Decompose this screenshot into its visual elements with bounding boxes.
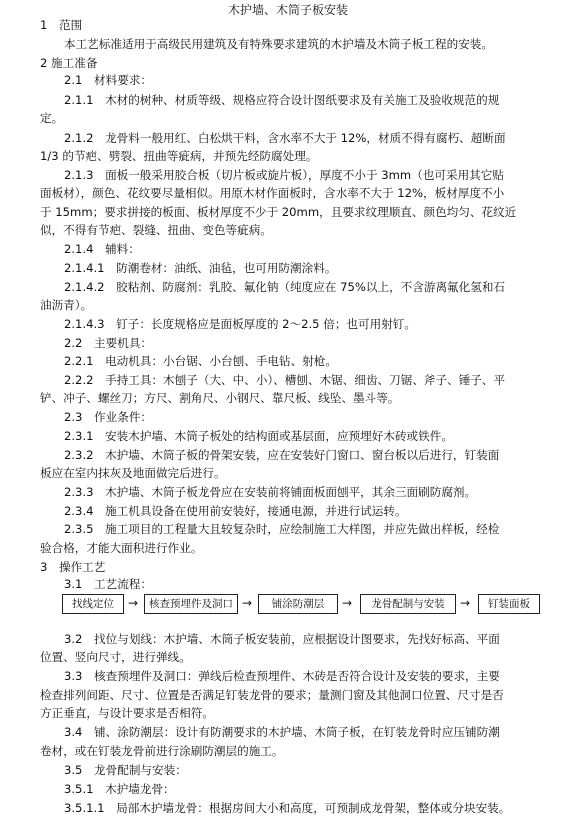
paragraph-line: 2.1.4.2 胶粘剂、防腐剂：乳胶、氟化钠（纯度应在 75%以上，不含游离氟化氢和石 <box>64 280 506 294</box>
paragraph-line: 2.1.1 木材的树种、材质等级、规格应符合设计图纸要求及有关施工及验收规范的规 <box>64 93 500 107</box>
paragraph-line: 2.2.1 电动机具：小台锯、小台刨、手电钻、射枪。 <box>64 354 337 368</box>
subsection-heading: 3.5.1 木护墙龙骨： <box>64 782 175 796</box>
paragraph-line: 于 15mm；要求拼接的板面、板材厚度不少于 20mm，且要求纹理顺直、颜色均匀、花纹近 <box>40 205 517 219</box>
paragraph-line: 2.3.5 施工项目的工程量大且较复杂时，应绘制施工大样图，并应先做出样板，经检 <box>64 522 500 536</box>
paragraph-line: 2.3.4 施工机具设备在使用前安装好，接通电源，并进行试运转。 <box>64 504 407 518</box>
paragraph-line: 面板材），颜色、花纹要尽量相似。用原木材作面板时，含水率不大于 12%，板材厚度不小 <box>40 186 505 200</box>
subsection-heading: 3.5 龙骨配制与安装： <box>64 763 187 777</box>
flow-step-check-embedded: 核查预埋件及洞口 <box>144 594 238 614</box>
paragraph-line: 卷材，或在钉装龙骨前进行涂刷防潮层的施工。 <box>40 744 284 758</box>
flow-arrow-icon: → <box>460 596 471 610</box>
flow-step-keel-install: 龙骨配制与安装 <box>360 594 456 614</box>
paragraph-line: 本工艺标准适用于高级民用建筑及有特殊要求建筑的木护墙及木筒子板工程的安装。 <box>64 37 493 51</box>
subsection-heading: 2.2 主要机具： <box>64 336 153 350</box>
flow-arrow-icon: → <box>128 596 139 610</box>
flow-arrow-icon: → <box>342 596 353 610</box>
paragraph-line: 2.1.2 龙骨料一般用红、白松烘干料，含水率不大于 12%，材质不得有腐朽、超断面 <box>64 131 506 145</box>
paragraph-line: 油沥青）。 <box>40 298 93 312</box>
paragraph-line: 定。 <box>40 111 64 125</box>
section-heading: 3 操作工艺 <box>40 560 106 574</box>
paragraph-line: 验合格，才能大面积进行作业。 <box>40 541 203 555</box>
subsection-heading: 2.1.4 辅料： <box>64 242 140 256</box>
paragraph-line: 板应在室内抹灰及地面做完后进行。 <box>40 466 226 480</box>
paragraph-line: 似，不得有节疤、裂缝、扭曲、变色等疵病。 <box>40 223 272 237</box>
paragraph-line: 2.2.2 手持工具：木刨子（大、中、小）、槽刨、木锯、细齿、刀锯、斧子、锤子、平 <box>64 373 506 387</box>
subsection-heading: 3.1 工艺流程： <box>64 577 153 591</box>
process-flow-diagram <box>62 594 540 616</box>
subsection-heading: 2.3 作业条件： <box>64 410 153 424</box>
paragraph-line: 3.4 铺、涂防潮层：设计有防潮要求的木护墙、木筒子板，在钉装龙骨时应压铺防潮 <box>64 725 500 739</box>
flow-step-locate: 找线定位 <box>62 594 124 614</box>
paragraph-line: 3.5.1.1 局部木护墙龙骨：根据房间大小和高度，可预制成龙骨架，整体或分块安装。 <box>64 801 511 815</box>
flow-step-nail-panel: 钉装面板 <box>478 594 540 614</box>
paragraph-line: 2.1.3 面板一般采用胶合板（切片板或旋片板），厚度不小于 3mm（也可采用其它贴 <box>64 168 504 182</box>
paragraph-line: 2.3.2 木护墙、木筒子板的骨架安装，应在安装好门窗口、窗台板以后进行，钉装面 <box>64 448 500 462</box>
section-heading: 2 施工准备 <box>40 56 98 70</box>
paragraph-line: 2.1.4.1 防潮卷材：油纸、油毡，也可用防潮涂料。 <box>64 261 337 275</box>
paragraph-line: 位置、竖向尺寸，进行弹线。 <box>40 650 191 664</box>
paragraph-line: 3.2 找位与划线：木护墙、木筒子板安装前，应根据设计图要求，先找好标高、平面 <box>64 632 500 646</box>
paragraph-line: 1/3 的节疤、劈裂、扭曲等疵病，并预先经防腐处理。 <box>40 149 318 163</box>
flow-arrow-icon: → <box>242 596 253 610</box>
paragraph-line: 方正垂直，与设计要求是否相符。 <box>40 706 214 720</box>
paragraph-line: 2.1.4.3 钉子：长度规格应是面板厚度的 2～2.5 倍；也可用射钉。 <box>64 317 416 331</box>
flow-step-moisture-layer: 铺涂防潮层 <box>258 594 338 614</box>
subsection-heading: 2.1 材料要求： <box>64 73 153 87</box>
paragraph-line: 2.3.3 木护墙、木筒子板龙骨应在安装前将铺面板面刨平，其余三面刷防腐剂。 <box>64 485 477 499</box>
paragraph-line: 2.3.1 安装木护墙、木筒子板处的结构面或基层面，应预埋好木砖或铁件。 <box>64 429 453 443</box>
paragraph-line: 检查排列间距、尺寸、位置是否满足钉装龙骨的要求；量测门窗及其他洞口位置、尺寸是否 <box>40 688 504 702</box>
document-title: 木护墙、木筒子板安装 <box>227 3 348 17</box>
paragraph-line: 铲、冲子、螺丝刀；方尺、割角尺、小钢尺、靠尺板、线坠、墨斗等。 <box>40 391 400 405</box>
section-heading: 1 范围 <box>40 18 83 32</box>
paragraph-line: 3.3 核查预埋件及洞口：弹线后检查预埋件、木砖是否符合设计及安装的要求，主要 <box>64 669 500 683</box>
